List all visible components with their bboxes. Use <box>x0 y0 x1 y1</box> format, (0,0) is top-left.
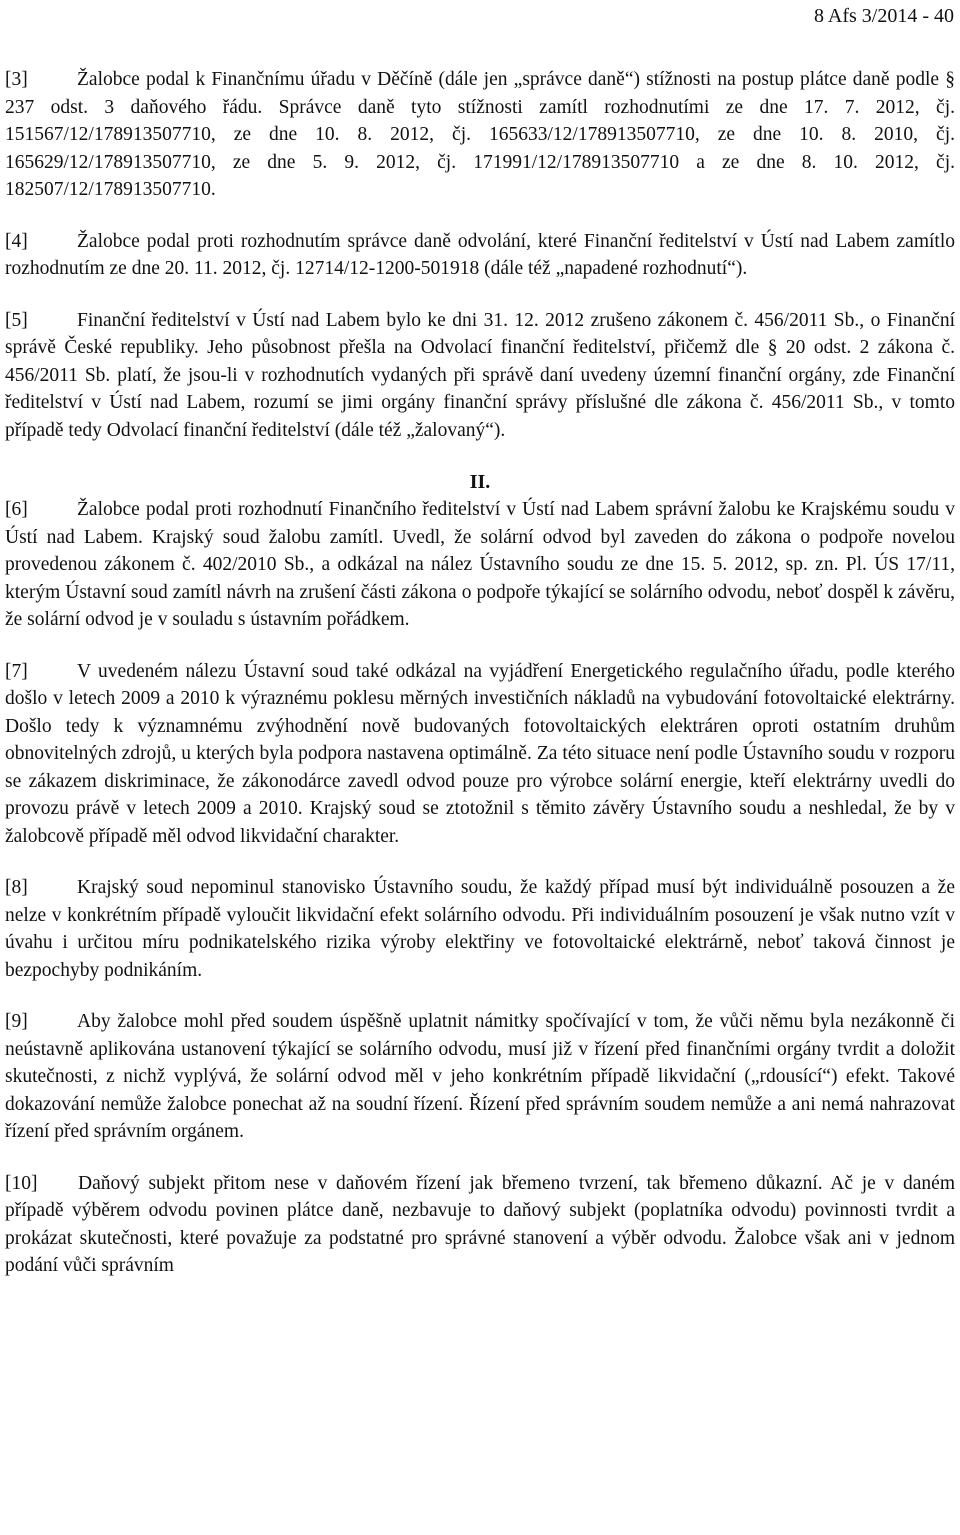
paragraph-number: [3] <box>5 69 28 90</box>
paragraph <box>5 228 955 283</box>
paragraphs-part-two <box>5 496 955 1280</box>
paragraph-text: Žalobce podal k Finančnímu úřadu v Děčíně (dále jen „správce daně“) stížnosti na postup plátce daně podle § 237 odst. 3 daňového řádu. Správce daně tyto stížnosti zamítl rozhodnutími ze dne 17. 7. 2012, čj. 151567/12/178913507710, ze dne 10. 8. 2012, čj. 165633/12/178913507710, ze dne 10. 8. 2010, čj. 165629/12/178913507710, ze dne 5. 9. 2012, čj. 171991/12/178913507710 a ze dne 8. 10. 2012, čj. 182507/12/178913507710. <box>5 69 955 200</box>
paragraph-number: [7] <box>5 660 28 682</box>
paragraph-text: Aby žalobce mohl před soudem úspěšně uplatnit námitky spočívající v tom, že vůči němu byla nezákonně či neústavně aplikována ustanovení týkající se solárního odvodu, musí již v řízení před finančními orgány tvrdit a doložit skutečnosti, z nichž vyplývá, že solární odvod měl v jeho konkrétním případě likvidační („rdousící“) efekt. Takové dokazování nemůže žalobce ponechat až na soudní řízení. Řízení před správním soudem nemůže a ani nemá nahrazovat řízení před správním orgánem. <box>5 1011 955 1142</box>
case-reference: 8 Afs 3/2014 - 40 <box>814 5 954 27</box>
paragraph <box>5 1170 955 1280</box>
paragraph-text: Žalobce podal proti rozhodnutím správce daně odvolání, které Finanční ředitelství v Ústí nad Labem zamítlo rozhodnutím ze dne 20. 11. 2012, čj. 12714/12-1200-501918 (dále též „napadené rozhodnutí“). <box>5 230 955 279</box>
paragraphs-part-one <box>5 66 955 444</box>
paragraph-number: [4] <box>5 230 28 252</box>
paragraph-number: [10] <box>5 1172 38 1194</box>
paragraph-number: [6] <box>5 499 28 520</box>
paragraph <box>5 66 955 204</box>
paragraph-text: Daňový subjekt přitom nese v daňovém řízení jak břemeno tvrzení, tak břemeno důkazní. Ač je v daném případě výběrem odvodu povinen plátce daně, nezbavuje to daňový subjekt (poplatníka odvodu) povinnosti tvrdit a prokázat skutečnosti, které považuje za podstatné pro správné stanovení a výběr odvodu. Žalobce však ani v jednom podání vůči správním <box>5 1172 955 1276</box>
paragraph <box>5 496 955 634</box>
paragraph-text: Krajský soud nepominul stanovisko Ústavního soudu, že každý případ musí být individuálně posouzen a že nelze v konkrétním případě vyloučit likvidační efekt solárního odvodu. Při individuálním posouzení je však nutno vzít v úvahu i určitou míru podnikatelského rizika výroby elektřiny ve fotovoltaické elektrárně, neboť taková činnost je bezpochyby podnikáním. <box>5 877 955 981</box>
section-heading: II. <box>469 471 491 493</box>
paragraph <box>5 1008 955 1146</box>
paragraph-number: [9] <box>5 1011 28 1032</box>
paragraph-number: [8] <box>5 877 28 898</box>
paragraph-text: V uvedeném nálezu Ústavní soud také odkázal na vyjádření Energetického regulačního úřadu, podle kterého došlo v letech 2009 a 2010 k výraznému poklesu měrných investičních nákladů na vybudování fotovoltaické elektrárny. Došlo tedy k významnému zvýhodnění nově budovaných fotovoltaických elektráren oproti ostatním druhům obnovitelných zdrojů, u kterých byla podpora nastavena optimálně. Za této situace není podle Ústavního soudu v rozporu se zákazem diskriminace, že zákonodárce zavedl odvod pouze pro výrobce solární energie, kteří elektrárny uvedli do provozu právě v letech 2009 a 2010. Krajský soud se ztotožnil s těmito závěry Ústavního soudu a neshledal, že by v žalobcově případě měl odvod likvidační charakter. <box>5 660 955 847</box>
paragraph-number: [5] <box>5 309 28 331</box>
document-body <box>5 66 955 1304</box>
paragraph-text: Finanční ředitelství v Ústí nad Labem bylo ke dni 31. 12. 2012 zrušeno zákonem č. 456/2011 Sb., o Finanční správě České republiky. Jeho působnost přešla na Odvolací finanční ředitelství, přičemž dle § 20 odst. 2 zákona č. 456/2011 Sb. platí, že jsou-li v rozhodnutích vydaných při správě daní uvedeny územní finanční orgány, zde Finanční ředitelství v Ústí nad Labem, rozumí se jimi orgány finanční správy příslušné dle zákona č. 456/2011 Sb., v tomto případě tedy Odvolací finanční ředitelství (dále též „žalovaný“). <box>5 309 955 441</box>
paragraph <box>5 874 955 984</box>
paragraph-text: Žalobce podal proti rozhodnutí Finančního ředitelství v Ústí nad Labem správní žalobu ke Krajskému soudu v Ústí nad Labem. Krajský soud žalobu zamítl. Uvedl, že solární odvod byl zaveden do zákona o podpoře novelou provedenou zákonem č. 402/2010 Sb., a odkázal na nález Ústavního soudu ze dne 15. 5. 2012, sp. zn. Pl. ÚS 17/11, kterým Ústavní soud zamítl návrh na zrušení části zákona o podpoře týkající se solárního odvodu, neboť dospěl k závěru, že solární odvod je v souladu s ústavním pořádkem. <box>5 499 955 630</box>
paragraph <box>5 658 955 851</box>
paragraph <box>5 307 955 445</box>
